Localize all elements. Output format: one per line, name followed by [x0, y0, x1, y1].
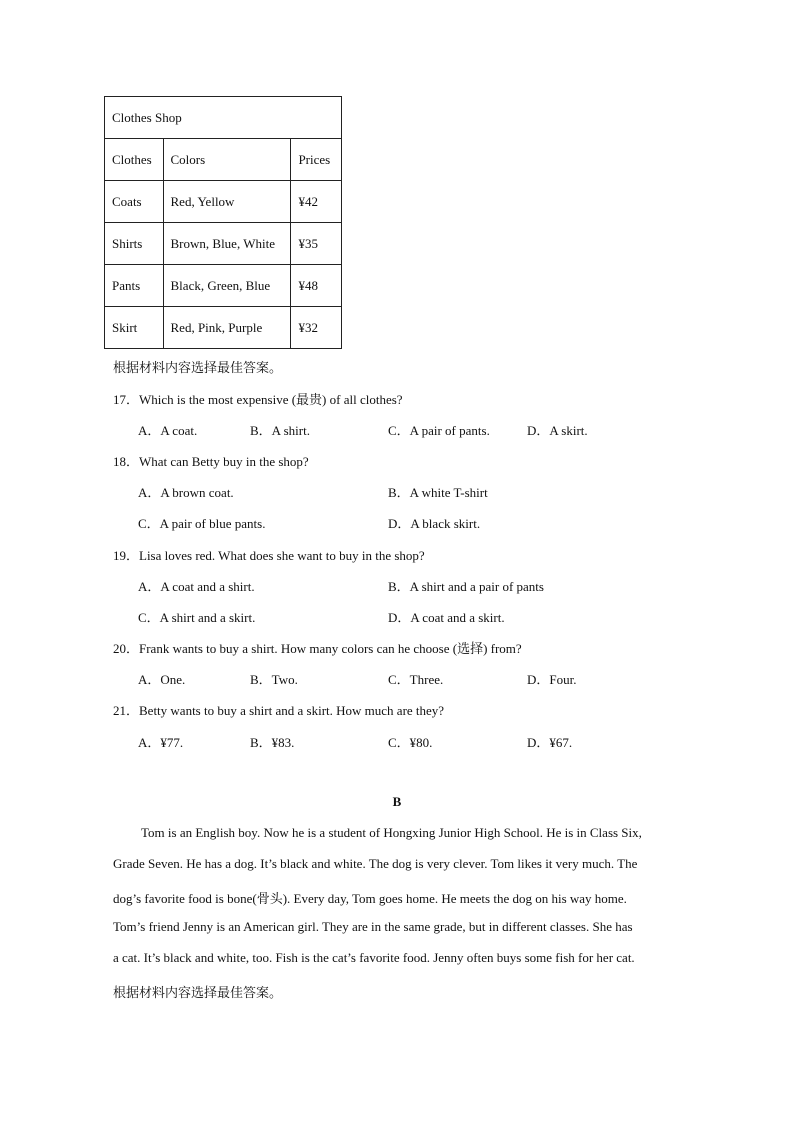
q18-option-b: B．A white T-shirt — [388, 485, 488, 500]
table-row — [105, 223, 342, 265]
question-21: 21．Betty wants to buy a shirt and a skirt. How much are they? — [113, 703, 445, 718]
q20-option-d: D．Four. — [527, 672, 577, 687]
q17-option-d: D．A skirt. — [527, 423, 588, 438]
passage-line: dog’s favorite food is bone(骨头). Every day, Tom goes home. He meets the dog on his way home. — [113, 891, 627, 906]
table-cell: Red, Yellow — [163, 181, 291, 223]
q17-option-a: A．A coat. — [138, 423, 198, 438]
table-cell: Shirts — [105, 223, 164, 265]
q21-option-c: C．¥80. — [388, 735, 433, 750]
table-cell: ¥35 — [291, 223, 342, 265]
table-cell: Pants — [105, 265, 164, 307]
table-cell: ¥32 — [291, 307, 342, 349]
table-row — [105, 307, 342, 349]
q18-option-c: C．A pair of blue pants. — [138, 516, 266, 531]
table-cell: Skirt — [105, 307, 164, 349]
header-colors: Colors — [163, 139, 291, 181]
q21-option-a: A．¥77. — [138, 735, 184, 750]
header-prices: Prices — [291, 139, 342, 181]
q20-option-c: C．Three. — [388, 672, 444, 687]
clothes-shop-table — [104, 96, 342, 349]
table-cell: Brown, Blue, White — [163, 223, 291, 265]
instruction-a: 根据材料内容选择最佳答案。 — [113, 360, 283, 375]
q19-option-d: D．A coat and a skirt. — [388, 610, 505, 625]
q20-option-b: B．Two. — [250, 672, 298, 687]
table-cell: ¥48 — [291, 265, 342, 307]
q18-option-d: D．A black skirt. — [388, 516, 481, 531]
section-b-heading: B — [392, 794, 402, 809]
header-clothes: Clothes — [105, 139, 164, 181]
question-20: 20．Frank wants to buy a shirt. How many colors can he choose (选择) from? — [113, 641, 522, 656]
q19-option-a: A．A coat and a shirt. — [138, 579, 255, 594]
table-title: Clothes Shop — [105, 97, 342, 139]
instruction-b: 根据材料内容选择最佳答案。 — [113, 985, 283, 1000]
table-row — [105, 181, 342, 223]
q21-option-b: B．¥83. — [250, 735, 295, 750]
table-row — [105, 265, 342, 307]
table-cell: Black, Green, Blue — [163, 265, 291, 307]
question-17: 17．Which is the most expensive (最贵) of all clothes? — [113, 392, 403, 407]
passage-line: Tom is an English boy. Now he is a student of Hongxing Junior High School. He is in Class Six, — [141, 825, 642, 840]
question-19: 19．Lisa loves red. What does she want to buy in the shop? — [113, 548, 425, 563]
passage-line: a cat. It’s black and white, too. Fish is the cat’s favorite food. Jenny often buys some fish for her cat. — [113, 950, 635, 965]
q18-option-a: A．A brown coat. — [138, 485, 234, 500]
q17-option-b: B．A shirt. — [250, 423, 310, 438]
passage-line: Grade Seven. He has a dog. It’s black and white. The dog is very clever. Tom likes it very much. The — [113, 856, 638, 871]
q20-option-a: A．One. — [138, 672, 186, 687]
q17-option-c: C．A pair of pants. — [388, 423, 490, 438]
q21-option-d: D．¥67. — [527, 735, 573, 750]
q19-option-c: C．A shirt and a skirt. — [138, 610, 256, 625]
passage-line: Tom’s friend Jenny is an American girl. They are in the same grade, but in different classes. She has — [113, 919, 633, 934]
table-header-row — [105, 139, 342, 181]
table-cell: Red, Pink, Purple — [163, 307, 291, 349]
q19-option-b: B．A shirt and a pair of pants — [388, 579, 544, 594]
table-cell: Coats — [105, 181, 164, 223]
table-title-row — [105, 97, 342, 139]
table-cell: ¥42 — [291, 181, 342, 223]
question-18: 18．What can Betty buy in the shop? — [113, 454, 309, 469]
